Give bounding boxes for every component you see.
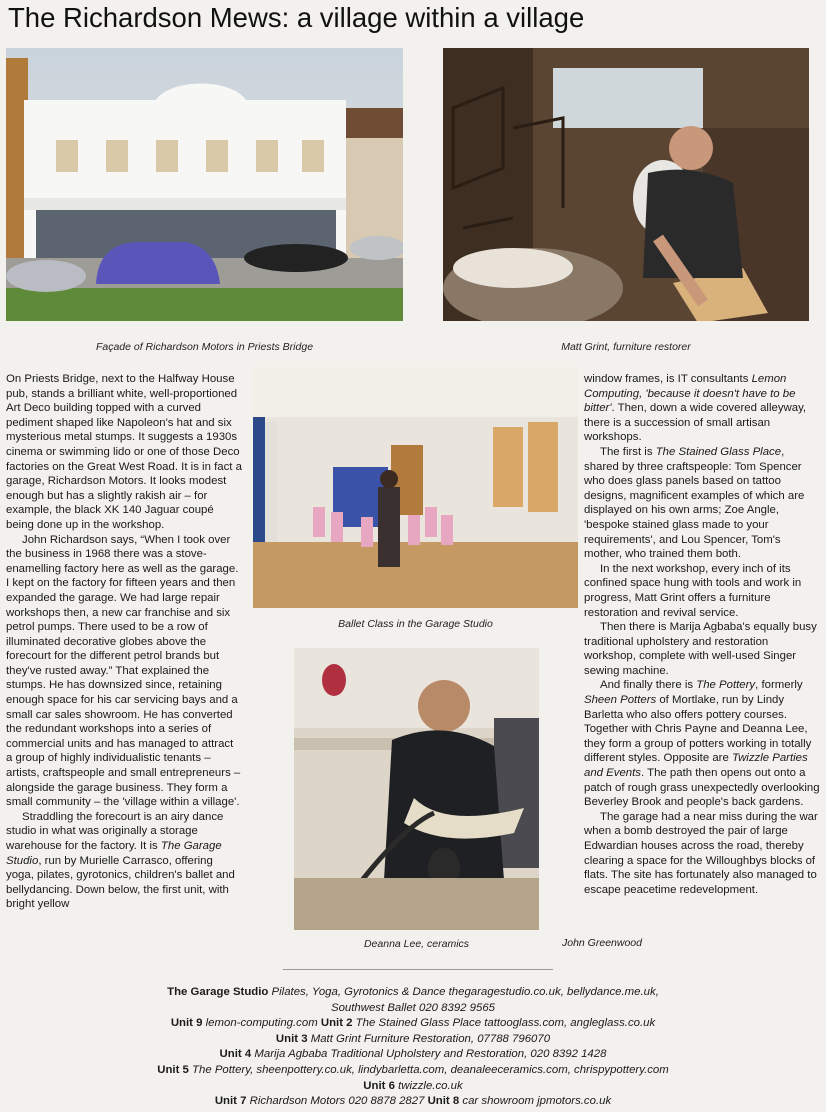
paragraph: John Richardson says, “When I took over the business in 1968 there was a stove-enamelling factory here as well as the garage. I kept on the factory for fifteen years and then expanded the garage. We had large repair workshops then, a new car franchise and six petrol pumps. There used to be a row of illuminated decorative globes above the forecourt for the different petrol brands but they've rusted away.” That explained the stumps. He has downsized since, retaining enough space for his car servicing bays and a small car sales showroom. He has converted the redundant workshops into a series of commercial units and has managed to attract a group of highly individualistic tenants – artists, craftspeople and small entrepreneurs – alongside the garage business. They form a small community – the 'village within a village'.	[6, 533, 241, 809]
ceramics-illustration	[294, 648, 539, 930]
caption-grint: Matt Grint, furniture restorer	[561, 341, 691, 353]
paragraph: The garage had a near miss during the war when a bomb destroyed the pair of large Edwardian houses across the road, thereby clearing a space for the Willoughbys blocks of flats. The site has fortunately also managed to escape peacetime redevelopment.	[584, 810, 818, 896]
paragraph: The first is The Stained Glass Place, shared by three craftspeople: Tom Spencer who does glass panels based on tattoo designs, magnificent examples of which are displayed on his own arms; Zoe Angle, 'bespoke stained glass made to your requirements', and Lou Spencer, Tom's mother, who trained them both.	[584, 445, 805, 561]
page-title: The Richardson Mews: a village within a village	[8, 2, 585, 33]
ballet-illustration	[253, 367, 578, 608]
author-signature: John Greenwood	[562, 937, 642, 949]
footer-line: The Garage Studio Pilates, Yoga, Gyrotonics & Dance thegaragestudio.co.uk, bellydance.me.uk,	[167, 986, 659, 998]
caption-deanna: Deanna Lee, ceramics	[363, 938, 470, 950]
article-column-right	[584, 372, 820, 897]
article-column-left	[6, 372, 242, 912]
footer-line: Unit 4 Marija Agbaba Traditional Upholstery and Restoration, 020 8392 1428	[219, 1048, 607, 1061]
workshop-photo	[443, 48, 809, 321]
footer-directory	[110, 985, 716, 1110]
facade-photo	[6, 48, 403, 321]
ballet-photo	[253, 367, 578, 608]
workshop-illustration	[443, 48, 809, 321]
caption-ballet: Ballet Class in the Garage Studio	[338, 618, 493, 630]
footer-line: Unit 7 Richardson Motors 020 8878 2827 Unit 8 car showroom jpmotors.co.uk	[214, 1095, 612, 1108]
footer-line: Unit 9 lemon-computing.com Unit 2 The Stained Glass Place tattooglass.com, angleglass.co.uk	[170, 1017, 656, 1030]
footer-divider	[283, 969, 553, 970]
footer-line: Unit 3 Matt Grint Furniture Restoration, 07788 796070	[275, 1032, 551, 1045]
facade-illustration	[6, 48, 403, 321]
footer-line: Unit 5 The Pottery, sheenpottery.co.uk, lindybarletta.com, deanaleeceramics.com, chrispypottery.com	[157, 1063, 669, 1076]
paragraph: And finally there is The Pottery, formerly Sheen Potters of Mortlake, run by Lindy Barletta who also offers pottery courses. Together with Chris Payne and Deanna Lee, they form a group of potters working in totally different styles. Opposite are Twizzle Parties and Events. The path then opens out onto a patch of rough grass unexpectedly overlooking Beverley Brook and people's back gardens.	[584, 679, 820, 809]
paragraph: On Priests Bridge, next to the Halfway House pub, stands a brilliant white, well-proportioned Art Deco building topped with a curved pediment shaped like Napoleon's hat and six mysterious metal stumps. It suggests a 1930s cinema or swimming lido or one of those Deco factories on the Great West Road. It is in fact a garage, Richardson Motors. It looks modest enough but has a slightly rakish air – for example, the black XK 140 Jaguar coupé being done up in the workshop.	[6, 373, 242, 531]
paragraph: In the next workshop, every inch of its confined space hung with tools and work in progress, Matt Grint offers a furniture restoration and revival service.	[584, 562, 802, 619]
footer-line: Unit 6 twizzle.co.uk	[363, 1079, 463, 1092]
caption-facade: Façade of Richardson Motors in Priests Bridge	[95, 341, 314, 353]
ceramics-photo	[294, 648, 539, 930]
paragraph: Then there is Marija Agbaba's equally busy traditional upholstery and restoration workshop, complete with well-used Singer sewing machine.	[584, 621, 817, 677]
paragraph: Straddling the forecourt is an airy dance studio in what was originally a storage warehouse for the factory. It is The Garage Studio, run by Murielle Carrasco, offering yoga, pilates, gyrotonics, children's ballet and bellydancing. Down below, the first unit, with bright yellow	[6, 810, 235, 911]
footer-line: Southwest Ballet 020 8392 9565	[330, 1001, 496, 1014]
paragraph: window frames, is IT consultants Lemon Computing, 'because it doesn't have to be bitter'. Then, down a wide covered alleyway, there is a succession of small artisan workshops.	[584, 373, 807, 444]
